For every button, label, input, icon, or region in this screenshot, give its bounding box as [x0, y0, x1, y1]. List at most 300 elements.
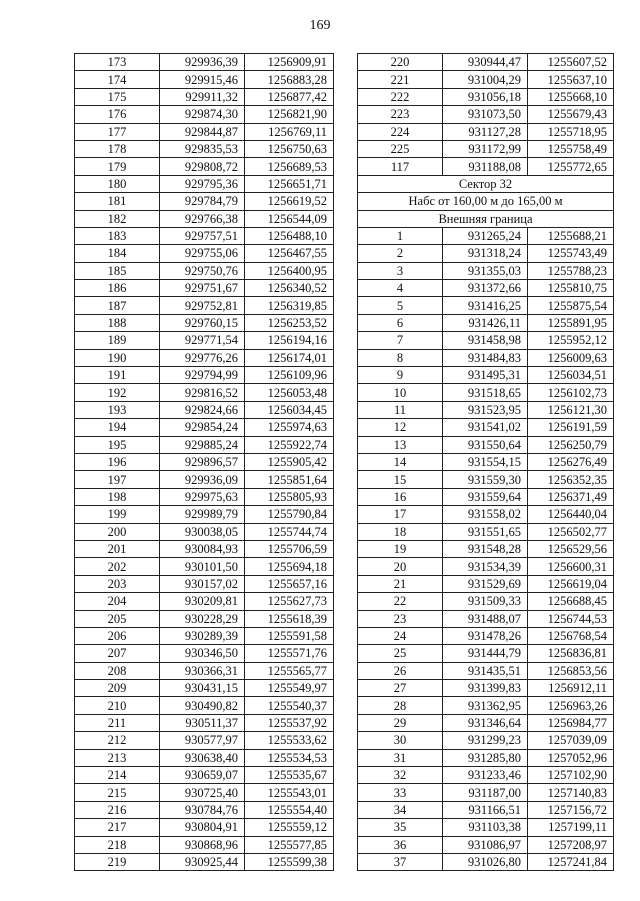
y-coordinate: 1255571,76: [245, 645, 334, 662]
table-row: [358, 801, 614, 818]
point-number: 189: [75, 332, 160, 349]
y-coordinate: 1256877,42: [245, 88, 334, 105]
point-number: 9: [358, 367, 443, 384]
x-coordinate: 929766,38: [160, 210, 245, 227]
x-coordinate: 929751,67: [160, 280, 245, 297]
x-coordinate: 930346,50: [160, 645, 245, 662]
point-number: 195: [75, 436, 160, 453]
x-coordinate: 931265,24: [443, 227, 528, 244]
x-coordinate: 929794,99: [160, 367, 245, 384]
y-coordinate: 1256400,95: [245, 262, 334, 279]
x-coordinate: 930925,44: [160, 853, 245, 870]
point-number: 5: [358, 297, 443, 314]
x-coordinate: 931004,29: [443, 71, 528, 88]
point-number: 11: [358, 401, 443, 418]
x-coordinate: 930868,96: [160, 836, 245, 853]
table-row: [358, 749, 614, 766]
table-row: [358, 88, 614, 105]
y-coordinate: 1255534,53: [245, 749, 334, 766]
table-row: [358, 245, 614, 262]
point-number: 221: [358, 71, 443, 88]
table-row: [358, 401, 614, 418]
table-row: [75, 593, 334, 610]
point-number: 186: [75, 280, 160, 297]
point-number: 209: [75, 680, 160, 697]
x-coordinate: 931551,65: [443, 523, 528, 540]
y-coordinate: 1255537,92: [245, 714, 334, 731]
point-number: 19: [358, 540, 443, 557]
point-number: 188: [75, 314, 160, 331]
x-coordinate: 929784,79: [160, 193, 245, 210]
x-coordinate: 931299,23: [443, 732, 528, 749]
point-number: 26: [358, 662, 443, 679]
y-coordinate: 1255637,10: [528, 71, 614, 88]
point-number: 212: [75, 732, 160, 749]
table-row: [75, 158, 334, 175]
x-coordinate: 930366,31: [160, 662, 245, 679]
y-coordinate: 1256488,10: [245, 227, 334, 244]
table-row: [75, 662, 334, 679]
table-row: [358, 488, 614, 505]
x-coordinate: 931534,39: [443, 558, 528, 575]
table-row: [75, 801, 334, 818]
y-coordinate: 1257241,84: [528, 853, 614, 870]
point-number: 1: [358, 227, 443, 244]
x-coordinate: 929835,53: [160, 140, 245, 157]
table-row: [75, 210, 334, 227]
x-coordinate: 929752,81: [160, 297, 245, 314]
y-coordinate: 1257208,97: [528, 836, 614, 853]
y-coordinate: 1256440,04: [528, 506, 614, 523]
table-row: [75, 314, 334, 331]
point-number: 23: [358, 610, 443, 627]
y-coordinate: 1255922,74: [245, 436, 334, 453]
table-row: [75, 419, 334, 436]
x-coordinate: 929975,63: [160, 488, 245, 505]
x-coordinate: 931318,24: [443, 245, 528, 262]
y-coordinate: 1256853,56: [528, 662, 614, 679]
table-row: [75, 471, 334, 488]
point-number: 215: [75, 784, 160, 801]
sector-title-row: [358, 175, 614, 192]
table-row: [358, 506, 614, 523]
point-number: 36: [358, 836, 443, 853]
y-coordinate: 1255657,16: [245, 575, 334, 592]
point-number: 28: [358, 697, 443, 714]
table-row: [75, 575, 334, 592]
x-coordinate: 931166,51: [443, 801, 528, 818]
table-row: [75, 488, 334, 505]
y-coordinate: 1255891,95: [528, 314, 614, 331]
y-coordinate: 1256121,30: [528, 401, 614, 418]
point-number: 216: [75, 801, 160, 818]
x-coordinate: 930490,82: [160, 697, 245, 714]
y-coordinate: 1255694,18: [245, 558, 334, 575]
y-coordinate: 1255668,10: [528, 88, 614, 105]
x-coordinate: 929936,39: [160, 54, 245, 71]
x-coordinate: 931529,69: [443, 575, 528, 592]
table-row: [358, 140, 614, 157]
table-row: [75, 540, 334, 557]
point-number: 204: [75, 593, 160, 610]
point-number: 193: [75, 401, 160, 418]
x-coordinate: 931103,38: [443, 819, 528, 836]
y-coordinate: 1255718,95: [528, 123, 614, 140]
table-row: [75, 453, 334, 470]
point-number: 207: [75, 645, 160, 662]
point-number: 190: [75, 349, 160, 366]
point-number: 29: [358, 714, 443, 731]
table-row: [75, 523, 334, 540]
point-number: 211: [75, 714, 160, 731]
x-coordinate: 930944,47: [443, 54, 528, 71]
x-coordinate: 931372,66: [443, 280, 528, 297]
x-coordinate: 929896,57: [160, 453, 245, 470]
y-coordinate: 1256688,45: [528, 593, 614, 610]
y-coordinate: 1256502,77: [528, 523, 614, 540]
x-coordinate: 930101,50: [160, 558, 245, 575]
table-row: [358, 453, 614, 470]
point-number: 14: [358, 453, 443, 470]
y-coordinate: 1255772,65: [528, 158, 614, 175]
table-row: [75, 836, 334, 853]
y-coordinate: 1257039,09: [528, 732, 614, 749]
point-number: 17: [358, 506, 443, 523]
point-number: 201: [75, 540, 160, 557]
table-row: [75, 71, 334, 88]
x-coordinate: 931026,80: [443, 853, 528, 870]
y-coordinate: 1256102,73: [528, 384, 614, 401]
point-number: 175: [75, 88, 160, 105]
point-number: 177: [75, 123, 160, 140]
y-coordinate: 1255559,12: [245, 819, 334, 836]
x-coordinate: 930157,02: [160, 575, 245, 592]
x-coordinate: 930659,07: [160, 767, 245, 784]
point-number: 27: [358, 680, 443, 697]
table-row: [358, 680, 614, 697]
point-number: 179: [75, 158, 160, 175]
point-number: 205: [75, 610, 160, 627]
y-coordinate: 1255688,21: [528, 227, 614, 244]
y-coordinate: 1255607,52: [528, 54, 614, 71]
point-number: 6: [358, 314, 443, 331]
table-row: [358, 819, 614, 836]
y-coordinate: 1256276,49: [528, 453, 614, 470]
point-number: 182: [75, 210, 160, 227]
x-coordinate: 931188,08: [443, 158, 528, 175]
x-coordinate: 929757,51: [160, 227, 245, 244]
y-coordinate: 1256883,28: [245, 71, 334, 88]
table-row: [75, 853, 334, 870]
y-coordinate: 1255549,97: [245, 680, 334, 697]
x-coordinate: 929771,54: [160, 332, 245, 349]
x-coordinate: 931416,25: [443, 297, 528, 314]
point-number: 10: [358, 384, 443, 401]
y-coordinate: 1255554,40: [245, 801, 334, 818]
x-coordinate: 929854,24: [160, 419, 245, 436]
table-row: [358, 71, 614, 88]
x-coordinate: 930784,76: [160, 801, 245, 818]
table-row: [75, 680, 334, 697]
y-coordinate: 1256194,16: [245, 332, 334, 349]
y-coordinate: 1256750,63: [245, 140, 334, 157]
point-number: 173: [75, 54, 160, 71]
point-number: 15: [358, 471, 443, 488]
point-number: 217: [75, 819, 160, 836]
x-coordinate: 931355,03: [443, 262, 528, 279]
y-coordinate: 1255758,49: [528, 140, 614, 157]
table-row: [358, 123, 614, 140]
x-coordinate: 929911,32: [160, 88, 245, 105]
y-coordinate: 1255591,58: [245, 627, 334, 644]
x-coordinate: 929885,24: [160, 436, 245, 453]
x-coordinate: 930084,93: [160, 540, 245, 557]
y-coordinate: 1255974,63: [245, 419, 334, 436]
x-coordinate: 930577,97: [160, 732, 245, 749]
x-coordinate: 931127,28: [443, 123, 528, 140]
coordinates-table-left: [74, 53, 334, 871]
x-coordinate: 929760,15: [160, 314, 245, 331]
point-number: 194: [75, 419, 160, 436]
table-row: [358, 610, 614, 627]
table-row: [75, 280, 334, 297]
y-coordinate: 1255618,39: [245, 610, 334, 627]
y-coordinate: 1256744,53: [528, 610, 614, 627]
point-number: 8: [358, 349, 443, 366]
table-row: [75, 401, 334, 418]
table-row: [358, 558, 614, 575]
table-row: [75, 175, 334, 192]
table-row: [75, 193, 334, 210]
y-coordinate: 1256174,01: [245, 349, 334, 366]
x-coordinate: 929750,76: [160, 262, 245, 279]
y-coordinate: 1256109,96: [245, 367, 334, 384]
x-coordinate: 931554,15: [443, 453, 528, 470]
y-coordinate: 1256009,63: [528, 349, 614, 366]
y-coordinate: 1255565,77: [245, 662, 334, 679]
x-coordinate: 931559,30: [443, 471, 528, 488]
x-coordinate: 931285,80: [443, 749, 528, 766]
x-coordinate: 929795,36: [160, 175, 245, 192]
point-number: 178: [75, 140, 160, 157]
point-number: 3: [358, 262, 443, 279]
table-row: [75, 262, 334, 279]
y-coordinate: 1256371,49: [528, 488, 614, 505]
point-number: 187: [75, 297, 160, 314]
point-number: 180: [75, 175, 160, 192]
point-number: 22: [358, 593, 443, 610]
y-coordinate: 1256600,31: [528, 558, 614, 575]
y-coordinate: 1257140,83: [528, 784, 614, 801]
table-row: [358, 645, 614, 662]
y-coordinate: 1255810,75: [528, 280, 614, 297]
x-coordinate: 931495,31: [443, 367, 528, 384]
x-coordinate: 931346,64: [443, 714, 528, 731]
table-row: [358, 627, 614, 644]
table-row: [75, 732, 334, 749]
x-coordinate: 931550,64: [443, 436, 528, 453]
table-row: [358, 732, 614, 749]
table-row: [75, 645, 334, 662]
x-coordinate: 931518,65: [443, 384, 528, 401]
table-row: [358, 262, 614, 279]
table-row: [75, 106, 334, 123]
table-row: [358, 697, 614, 714]
table-row: [358, 714, 614, 731]
y-coordinate: 1257156,72: [528, 801, 614, 818]
table-row: [358, 784, 614, 801]
x-coordinate: 931172,99: [443, 140, 528, 157]
y-coordinate: 1256769,11: [245, 123, 334, 140]
y-coordinate: 1255706,59: [245, 540, 334, 557]
table-row: [75, 767, 334, 784]
point-number: 208: [75, 662, 160, 679]
table-row: [358, 297, 614, 314]
y-coordinate: 1255679,43: [528, 106, 614, 123]
point-number: 35: [358, 819, 443, 836]
y-coordinate: 1255577,85: [245, 836, 334, 853]
y-coordinate: 1256467,55: [245, 245, 334, 262]
table-row: [75, 819, 334, 836]
table-row: [358, 436, 614, 453]
y-coordinate: 1257052,96: [528, 749, 614, 766]
x-coordinate: 929816,52: [160, 384, 245, 401]
x-coordinate: 931523,95: [443, 401, 528, 418]
page-number: 169: [309, 18, 331, 33]
point-number: 206: [75, 627, 160, 644]
table-row: [358, 158, 614, 175]
x-coordinate: 929844,87: [160, 123, 245, 140]
x-coordinate: 931559,64: [443, 488, 528, 505]
x-coordinate: 929936,09: [160, 471, 245, 488]
x-coordinate: 929808,72: [160, 158, 245, 175]
boundary-row: [358, 210, 614, 227]
point-number: 31: [358, 749, 443, 766]
y-coordinate: 1257102,90: [528, 767, 614, 784]
x-coordinate: 929755,06: [160, 245, 245, 262]
table-row: [75, 784, 334, 801]
x-coordinate: 931233,46: [443, 767, 528, 784]
x-coordinate: 929874,30: [160, 106, 245, 123]
x-coordinate: 931558,02: [443, 506, 528, 523]
y-coordinate: 1257199,11: [528, 819, 614, 836]
y-coordinate: 1256250,79: [528, 436, 614, 453]
table-row: [358, 662, 614, 679]
point-number: 225: [358, 140, 443, 157]
x-coordinate: 931187,00: [443, 784, 528, 801]
y-coordinate: 1256034,45: [245, 401, 334, 418]
table-row: [358, 767, 614, 784]
y-coordinate: 1256191,59: [528, 419, 614, 436]
sector-title: Сектор 32: [358, 175, 614, 192]
y-coordinate: 1256689,53: [245, 158, 334, 175]
point-number: 198: [75, 488, 160, 505]
x-coordinate: 931073,50: [443, 106, 528, 123]
table-row: [75, 436, 334, 453]
table-row: [358, 54, 614, 71]
point-number: 181: [75, 193, 160, 210]
x-coordinate: 930431,15: [160, 680, 245, 697]
sector-height-row: [358, 193, 614, 210]
y-coordinate: 1256544,09: [245, 210, 334, 227]
table-row: [75, 384, 334, 401]
point-number: 32: [358, 767, 443, 784]
point-number: 183: [75, 227, 160, 244]
table-row: [75, 506, 334, 523]
y-coordinate: 1256619,52: [245, 193, 334, 210]
x-coordinate: 930725,40: [160, 784, 245, 801]
y-coordinate: 1256053,48: [245, 384, 334, 401]
y-coordinate: 1256619,04: [528, 575, 614, 592]
point-number: 33: [358, 784, 443, 801]
point-number: 191: [75, 367, 160, 384]
y-coordinate: 1256768,54: [528, 627, 614, 644]
y-coordinate: 1255743,49: [528, 245, 614, 262]
y-coordinate: 1255543,01: [245, 784, 334, 801]
y-coordinate: 1256651,71: [245, 175, 334, 192]
table-row: [75, 714, 334, 731]
x-coordinate: 929776,26: [160, 349, 245, 366]
point-number: 117: [358, 158, 443, 175]
point-number: 223: [358, 106, 443, 123]
point-number: 13: [358, 436, 443, 453]
y-coordinate: 1255952,12: [528, 332, 614, 349]
x-coordinate: 930228,29: [160, 610, 245, 627]
y-coordinate: 1256034,51: [528, 367, 614, 384]
point-number: 7: [358, 332, 443, 349]
point-number: 34: [358, 801, 443, 818]
table-row: [358, 836, 614, 853]
table-row: [358, 540, 614, 557]
point-number: 20: [358, 558, 443, 575]
point-number: 214: [75, 767, 160, 784]
x-coordinate: 931541,02: [443, 419, 528, 436]
point-number: 200: [75, 523, 160, 540]
point-number: 197: [75, 471, 160, 488]
x-coordinate: 930511,37: [160, 714, 245, 731]
x-coordinate: 931435,51: [443, 662, 528, 679]
x-coordinate: 931478,26: [443, 627, 528, 644]
x-coordinate: 930804,91: [160, 819, 245, 836]
x-coordinate: 931488,07: [443, 610, 528, 627]
y-coordinate: 1256529,56: [528, 540, 614, 557]
table-row: [358, 384, 614, 401]
table-row: [75, 697, 334, 714]
point-number: 2: [358, 245, 443, 262]
point-number: 199: [75, 506, 160, 523]
table-row: [75, 297, 334, 314]
point-number: 185: [75, 262, 160, 279]
coordinates-table-right: [357, 53, 614, 871]
y-coordinate: 1255805,93: [245, 488, 334, 505]
x-coordinate: 931399,83: [443, 680, 528, 697]
table-row: [358, 593, 614, 610]
x-coordinate: 930638,40: [160, 749, 245, 766]
point-number: 37: [358, 853, 443, 870]
table-row: [358, 349, 614, 366]
point-number: 192: [75, 384, 160, 401]
y-coordinate: 1255905,42: [245, 453, 334, 470]
y-coordinate: 1255535,67: [245, 767, 334, 784]
point-number: 30: [358, 732, 443, 749]
table-row: [75, 332, 334, 349]
point-number: 213: [75, 749, 160, 766]
y-coordinate: 1256340,52: [245, 280, 334, 297]
point-number: 203: [75, 575, 160, 592]
y-coordinate: 1256253,52: [245, 314, 334, 331]
table-row: [358, 106, 614, 123]
y-coordinate: 1256836,81: [528, 645, 614, 662]
